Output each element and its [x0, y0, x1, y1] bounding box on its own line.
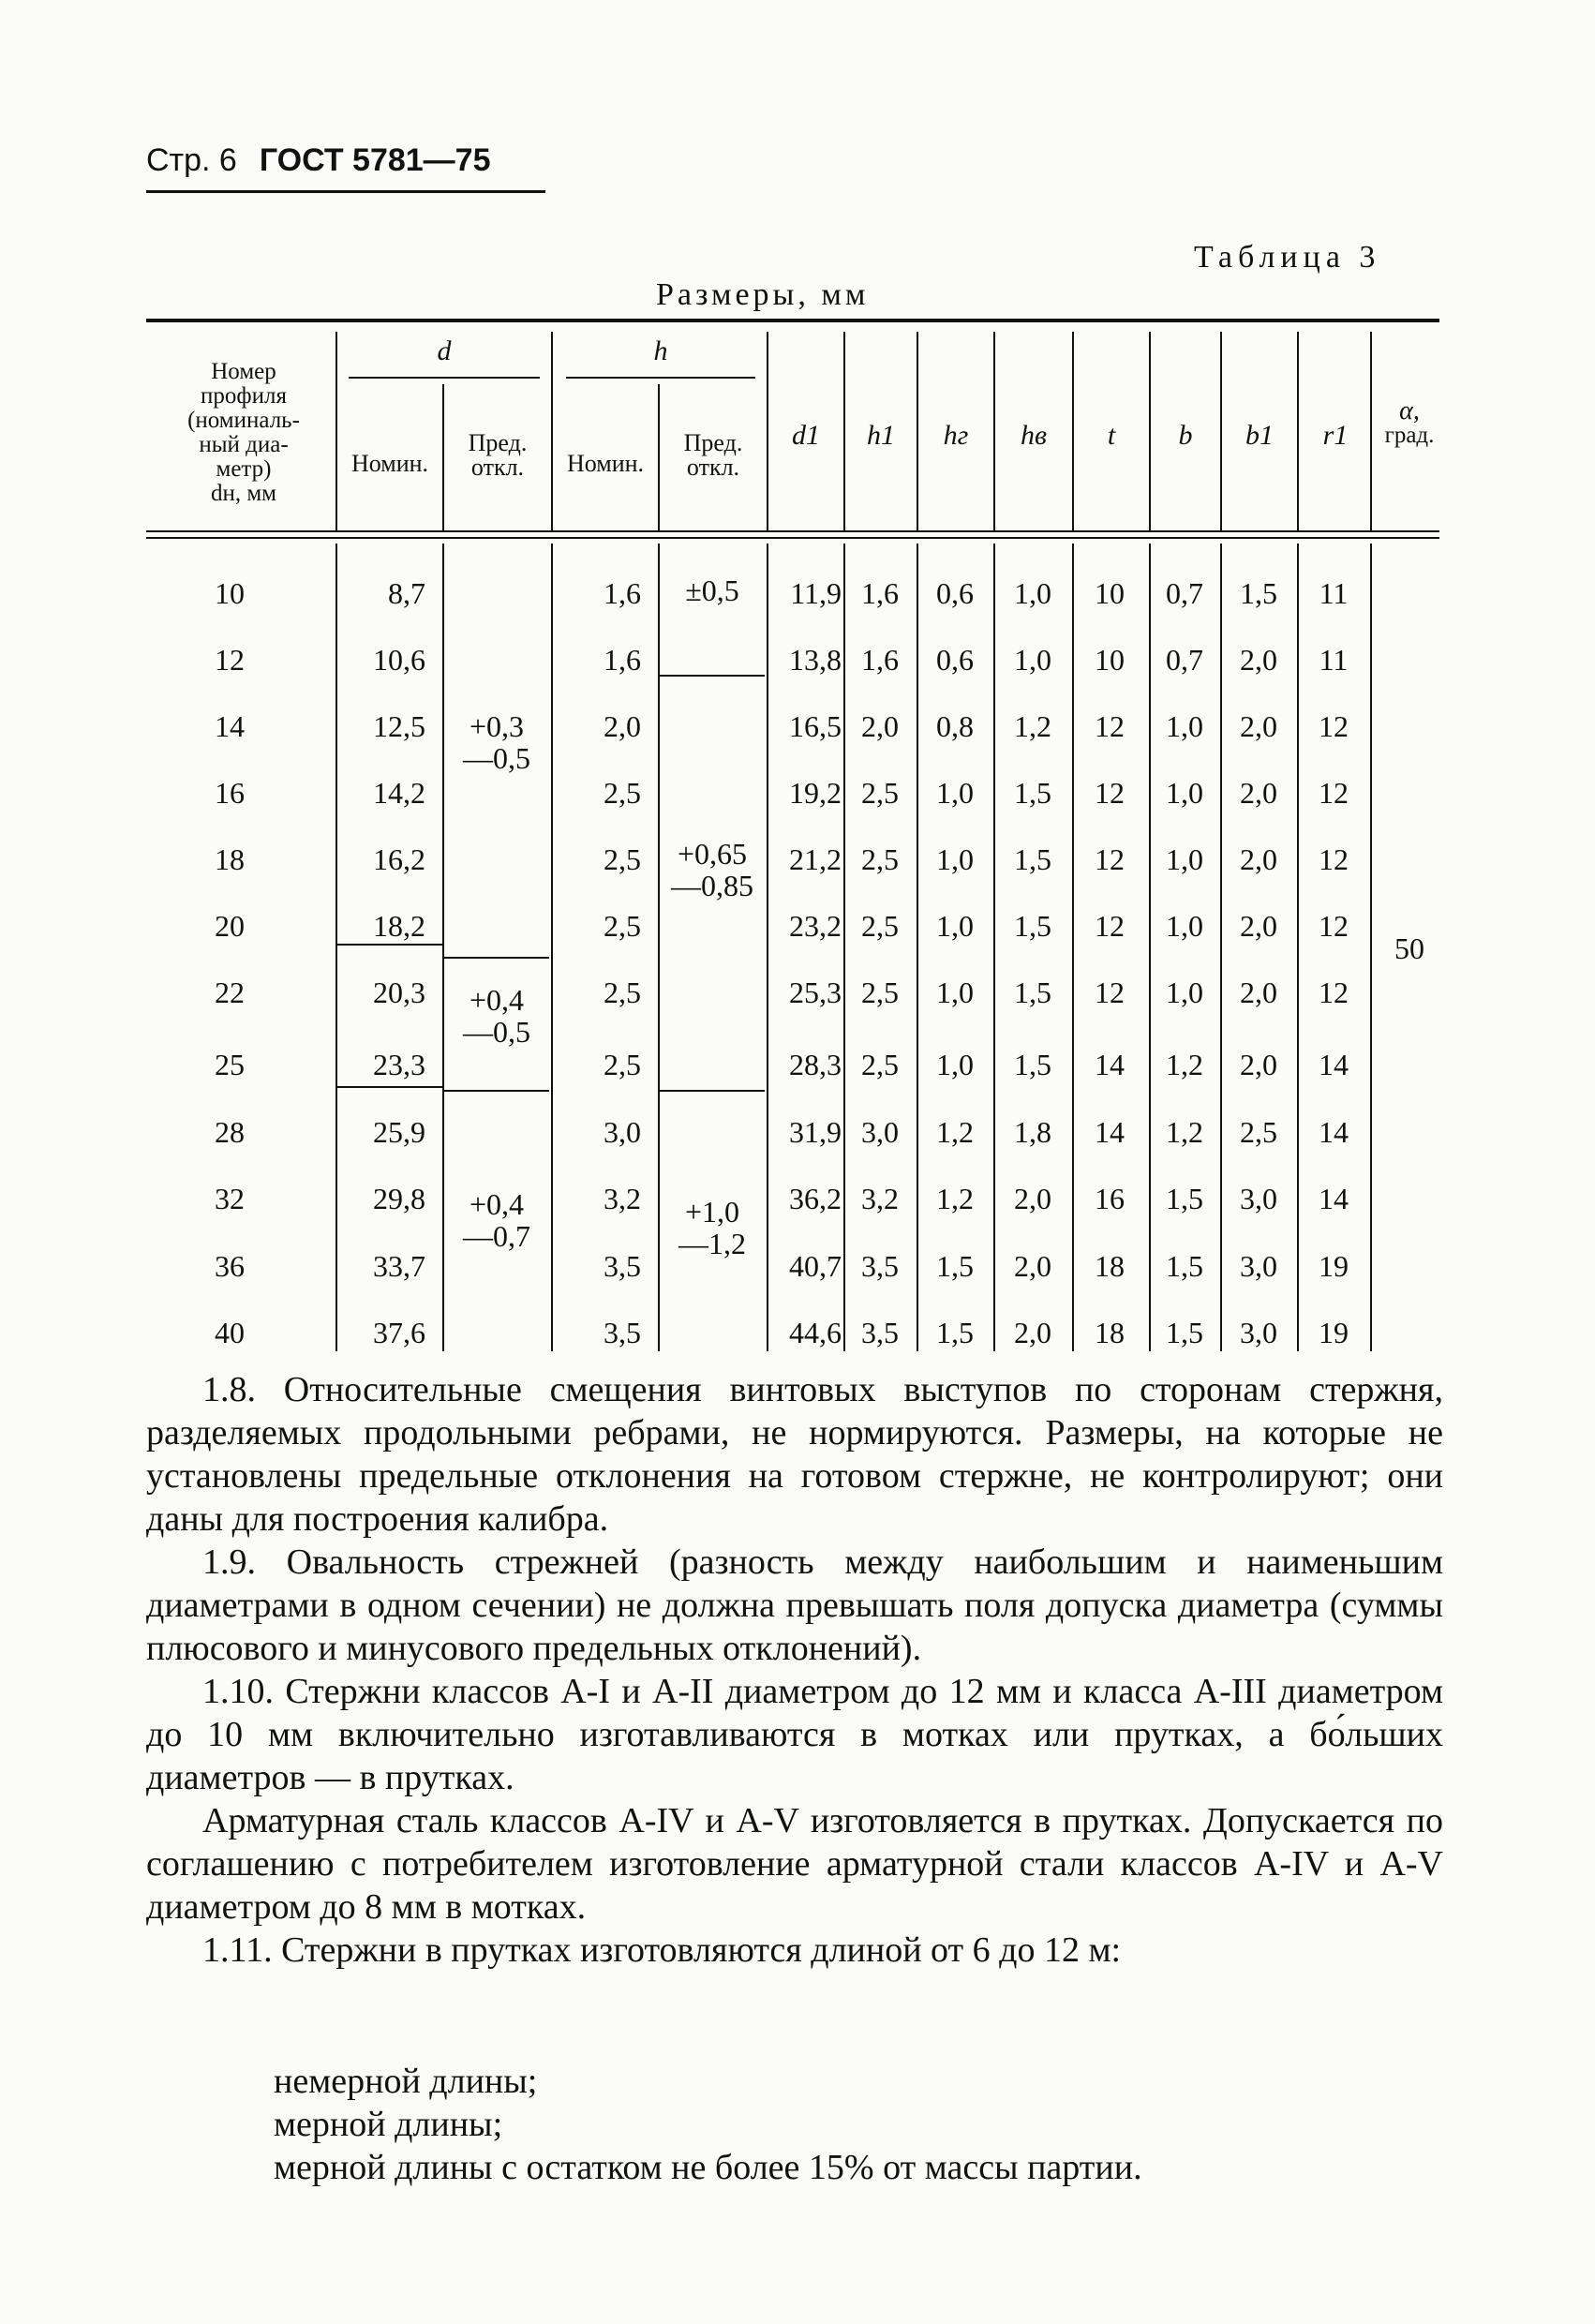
profile-cell: 28 [215, 1115, 245, 1149]
col-divider [843, 332, 845, 530]
d1-cell: 13,8 [789, 643, 842, 677]
h1-cell: 2,5 [861, 842, 899, 876]
h1-cell: 1,6 [861, 576, 899, 610]
hv-cell: 1,5 [1014, 842, 1051, 876]
b1-cell: 2,0 [1240, 976, 1277, 1009]
d-tol-plus: +0,4 [469, 1187, 525, 1221]
b-cell: 0,7 [1166, 576, 1203, 610]
header-underline [146, 190, 545, 193]
col-divider [1220, 332, 1222, 530]
header-h-pred-line: откл. [686, 454, 740, 481]
d1-cell: 31,9 [789, 1115, 842, 1149]
d-nomin-cell: 10,6 [373, 643, 425, 677]
profile-cell: 40 [215, 1316, 245, 1349]
h1-cell: 3,0 [861, 1115, 899, 1149]
header-profile-line: профиля [201, 383, 287, 409]
b1-cell: 2,0 [1240, 643, 1277, 677]
b-cell: 1,0 [1166, 909, 1203, 943]
b1-cell: 2,0 [1240, 776, 1277, 810]
b-cell: 1,0 [1166, 709, 1203, 743]
hv-cell: 1,5 [1014, 776, 1051, 810]
b1-cell: 3,0 [1240, 1249, 1277, 1283]
col-divider [442, 384, 444, 530]
hg-cell: 0,8 [936, 709, 974, 743]
h-nomin-cell: 2,5 [604, 842, 641, 876]
paragraph-1-10: 1.10. Стержни классов А-I и А-II диаметром до 12 мм и класса А-III диаметром до 10 мм включительно изготавливаются в мотках или прутках, а бо́льших диаметров — в прутках. [146, 1672, 1443, 1797]
t-cell: 18 [1095, 1249, 1125, 1283]
d-tol-minus: —0,5 [463, 1015, 530, 1049]
standard-number: ГОСТ 5781—75 [259, 142, 491, 178]
h1-cell: 2,5 [861, 976, 899, 1009]
r1-cell: 12 [1319, 976, 1349, 1009]
d-tol-group-separator [444, 957, 549, 959]
b-cell: 1,5 [1166, 1182, 1203, 1215]
profile-cell: 20 [215, 909, 245, 943]
r1-cell: 11 [1319, 643, 1349, 677]
b1-cell: 3,0 [1240, 1182, 1277, 1215]
d-tol-plus: +0,4 [469, 983, 525, 1017]
d-nomin-cell: 12,5 [373, 709, 425, 743]
col-divider [551, 332, 553, 530]
hg-cell: 1,0 [936, 776, 974, 810]
d1-cell: 40,7 [789, 1249, 842, 1283]
b-cell: 1,0 [1166, 976, 1203, 1009]
d-nomin-cell: 37,6 [373, 1316, 425, 1349]
header-alpha-symbol: α, [1399, 396, 1420, 425]
h-tol-minus: —0,85 [671, 869, 753, 902]
profile-cell: 14 [215, 709, 245, 743]
hv-cell: 1,8 [1014, 1115, 1051, 1149]
hg-cell: 1,0 [936, 909, 974, 943]
hv-cell: 2,0 [1014, 1316, 1051, 1349]
r1-cell: 14 [1319, 1115, 1349, 1149]
r1-cell: 12 [1319, 842, 1349, 876]
b1-cell: 2,0 [1240, 1048, 1277, 1081]
h1-cell: 2,5 [861, 909, 899, 943]
profile-cell: 25 [215, 1048, 245, 1081]
h1-cell: 3,5 [861, 1316, 899, 1349]
b-cell: 0,7 [1166, 643, 1203, 677]
alpha-value: 50 [1394, 931, 1424, 965]
r1-cell: 12 [1319, 776, 1349, 810]
h-tol-plus: +0,65 [677, 837, 748, 871]
header-b: b [1178, 420, 1193, 451]
hg-cell: 1,0 [936, 1048, 974, 1081]
h-nomin-cell: 2,5 [604, 1048, 641, 1081]
header-alpha-unit: град. [1384, 423, 1435, 448]
d-tol-cell [444, 984, 549, 1048]
hg-cell: 0,6 [936, 576, 974, 610]
d1-cell: 16,5 [789, 709, 842, 743]
hv-cell: 1,0 [1014, 643, 1051, 677]
b-cell: 1,5 [1166, 1316, 1203, 1349]
col-divider [1297, 332, 1299, 530]
h1-cell: 3,2 [861, 1182, 899, 1215]
t-cell: 10 [1095, 576, 1125, 610]
hv-cell: 1,5 [1014, 1048, 1051, 1081]
t-cell: 18 [1095, 1316, 1125, 1349]
h-nomin-cell: 2,5 [604, 776, 641, 810]
h-nomin-cell: 1,6 [604, 576, 641, 610]
d-nomin-cell: 23,3 [373, 1048, 425, 1081]
d-tol-minus: —0,7 [463, 1219, 530, 1253]
paragraph-1-9: 1.9. Овальность стрежней (разность между наибольшим и наименьшим диаметрами в одном сечении) не должна превышать поля допуска диаметра (суммы плюсового и минусового предельных отклонений). [146, 1542, 1443, 1668]
header-h-nomin: Номин. [566, 450, 645, 477]
col-divider [335, 332, 337, 530]
col-divider [1370, 332, 1372, 530]
paragraph-1-10-b: Арматурная сталь классов А-IV и А-V изготовляется в прутках. Допускается по соглашению с потребителем изготовление арматурной стали классов А-IV и А-V диаметром до 8 мм в мотках. [146, 1801, 1443, 1927]
b-cell: 1,5 [1166, 1249, 1203, 1283]
b1-cell: 3,0 [1240, 1316, 1277, 1349]
h1-cell: 2,5 [861, 1048, 899, 1081]
list-item: мерной длины; [274, 2105, 503, 2144]
r1-cell: 12 [1319, 909, 1349, 943]
b-cell: 1,2 [1166, 1115, 1203, 1149]
b1-cell: 1,5 [1240, 576, 1277, 610]
b1-cell: 2,0 [1240, 909, 1277, 943]
header-rule [146, 530, 1439, 532]
d-tol-group-separator [444, 1090, 549, 1092]
col-divider [767, 332, 768, 530]
header-rule-double [146, 537, 1439, 539]
header-t: t [1107, 420, 1116, 451]
header-d-underline [349, 377, 540, 379]
d-nomin-cell: 16,2 [373, 842, 425, 876]
hv-cell: 1,2 [1014, 709, 1051, 743]
r1-cell: 12 [1319, 709, 1349, 743]
h-tol-minus: —1,2 [678, 1227, 746, 1260]
h-tol-cell [660, 838, 765, 901]
hv-cell: 2,0 [1014, 1182, 1051, 1215]
h-nomin-cell: 2,5 [604, 976, 641, 1009]
t-cell: 12 [1095, 709, 1125, 743]
d-nomin-cell: 33,7 [373, 1249, 425, 1283]
b-cell: 1,0 [1166, 842, 1203, 876]
list-item: мерной длины с остатком не более 15% от массы партии. [274, 2148, 1142, 2187]
header-profile-line: (номиналь- [187, 408, 300, 433]
h-nomin-cell: 3,2 [604, 1182, 641, 1215]
r1-cell: 14 [1319, 1182, 1349, 1215]
profile-cell: 18 [215, 842, 245, 876]
list-item: немерной длины; [274, 2062, 538, 2101]
d1-cell: 25,3 [789, 976, 842, 1009]
d-nomin-cell: 18,2 [373, 909, 425, 943]
header-profile-line: Номер [211, 359, 276, 384]
b1-cell: 2,0 [1240, 842, 1277, 876]
d1-cell: 23,2 [789, 909, 842, 943]
profile-cell: 10 [215, 576, 245, 610]
header-r1: r1 [1322, 420, 1349, 451]
t-cell: 14 [1095, 1048, 1125, 1081]
header-d-pred-line: Пред. [468, 429, 528, 456]
col-divider [993, 332, 995, 530]
header-d1: d1 [792, 420, 820, 451]
header-hv: hв [1020, 420, 1048, 451]
header-d-pred [444, 431, 551, 480]
table-caption: Таблица 3 [1194, 240, 1381, 275]
d-tol-minus: —0,5 [463, 741, 530, 775]
r1-cell: 11 [1319, 576, 1349, 610]
hv-cell: 1,5 [1014, 976, 1051, 1009]
d-tol-cell [444, 710, 549, 774]
header-profile-line: ный диа- [199, 432, 289, 457]
header-alpha [1372, 396, 1447, 448]
t-cell: 16 [1095, 1182, 1125, 1215]
hg-cell: 0,6 [936, 643, 974, 677]
h-nomin-cell: 3,5 [604, 1316, 641, 1349]
h1-cell: 2,5 [861, 776, 899, 810]
profile-cell: 32 [215, 1182, 245, 1215]
table-top-rule [146, 319, 1439, 322]
col-divider [1149, 332, 1151, 530]
col-divider [1072, 332, 1074, 530]
r1-cell: 14 [1319, 1048, 1349, 1081]
header-profile-line: dн, мм [210, 481, 277, 506]
profile-cell: 16 [215, 776, 245, 810]
table-units: Размеры, мм [656, 277, 870, 312]
header-profile [150, 360, 337, 506]
hg-cell: 1,0 [936, 976, 974, 1009]
t-cell: 12 [1095, 909, 1125, 943]
hg-cell: 1,5 [936, 1249, 974, 1283]
h-nomin-cell: 2,0 [604, 709, 641, 743]
page-label: Стр. 6 [146, 142, 237, 178]
t-cell: 12 [1095, 842, 1125, 876]
r1-cell: 19 [1319, 1249, 1349, 1283]
b1-cell: 2,5 [1240, 1115, 1277, 1149]
h-nomin-cell: 1,6 [604, 643, 641, 677]
hv-cell: 2,0 [1014, 1249, 1051, 1283]
profile-cell: 36 [215, 1249, 245, 1283]
t-cell: 12 [1095, 976, 1125, 1009]
hg-cell: 1,2 [936, 1182, 974, 1215]
d-nomin-cell: 29,8 [373, 1182, 425, 1215]
r1-cell: 19 [1319, 1316, 1349, 1349]
t-cell: 12 [1095, 776, 1125, 810]
d-tol-cell [444, 1188, 549, 1252]
header-h: h [653, 335, 668, 366]
hg-cell: 1,2 [936, 1115, 974, 1149]
d1-cell: 11,9 [790, 576, 842, 610]
paragraph-1-11: 1.11. Стержни в прутках изготовляются длиной от 6 до 12 м: [202, 1930, 1122, 1970]
length-list [274, 2060, 1142, 2189]
header-profile-line: метр) [216, 456, 272, 482]
h-nomin-cell: 3,0 [604, 1115, 641, 1149]
paragraph-1-8: 1.8. Относительные смещения винтовых выступов по сторонам стержня, разделяемых продольными ребрами, не нормируются. Размеры, на которые не установлены предельные отклонения на готовом стержне, не контролируют; они даны для построения калибра. [146, 1370, 1443, 1539]
header-d: d [437, 335, 452, 366]
h-tol-cell [660, 1196, 765, 1259]
page-header [146, 142, 491, 179]
h-nomin-cell: 2,5 [604, 909, 641, 943]
hv-cell: 1,5 [1014, 909, 1051, 943]
t-cell: 14 [1095, 1115, 1125, 1149]
h-tol-group-separator [660, 1090, 765, 1092]
d1-cell: 36,2 [789, 1182, 842, 1215]
h-tol-group-separator [660, 675, 765, 677]
d-nomin-cell: 20,3 [373, 976, 425, 1009]
d-nomin-cell: 25,9 [373, 1115, 425, 1149]
b-cell: 1,2 [1166, 1048, 1203, 1081]
d1-cell: 21,2 [789, 842, 842, 876]
h-tol-cell: ±0,5 [685, 574, 739, 607]
col-divider [917, 332, 918, 530]
t-cell: 10 [1095, 643, 1125, 677]
h1-cell: 3,5 [861, 1249, 899, 1283]
profile-cell: 22 [215, 976, 245, 1009]
header-b1: b1 [1245, 420, 1274, 451]
h1-cell: 1,6 [861, 643, 899, 677]
d1-cell: 19,2 [789, 776, 842, 810]
header-d-pred-line: откл. [470, 454, 525, 481]
hv-cell: 1,0 [1014, 576, 1051, 610]
d-group-separator [337, 1086, 442, 1088]
d1-cell: 28,3 [789, 1048, 842, 1081]
header-h-pred-line: Пред. [683, 429, 743, 456]
h1-cell: 2,0 [861, 709, 899, 743]
header-hg: hг [943, 420, 969, 451]
d-tol-plus: +0,3 [469, 709, 525, 743]
d-group-separator [337, 944, 442, 946]
h-nomin-cell: 3,5 [604, 1249, 641, 1283]
profile-cell: 12 [215, 643, 245, 677]
d-nomin-cell: 8,7 [388, 576, 425, 610]
h-tol-plus: +1,0 [684, 1195, 740, 1229]
col-divider [658, 384, 660, 530]
b-cell: 1,0 [1166, 776, 1203, 810]
header-d-nomin: Номин. [350, 450, 429, 477]
b1-cell: 2,0 [1240, 709, 1277, 743]
hg-cell: 1,0 [936, 842, 974, 876]
header-h-underline [566, 377, 755, 379]
d1-cell: 44,6 [789, 1316, 842, 1349]
header-h1: h1 [867, 420, 895, 451]
header-h-pred [660, 431, 767, 480]
section-text [146, 1368, 1443, 1972]
hg-cell: 1,5 [936, 1316, 974, 1349]
d-nomin-cell: 14,2 [373, 776, 425, 810]
